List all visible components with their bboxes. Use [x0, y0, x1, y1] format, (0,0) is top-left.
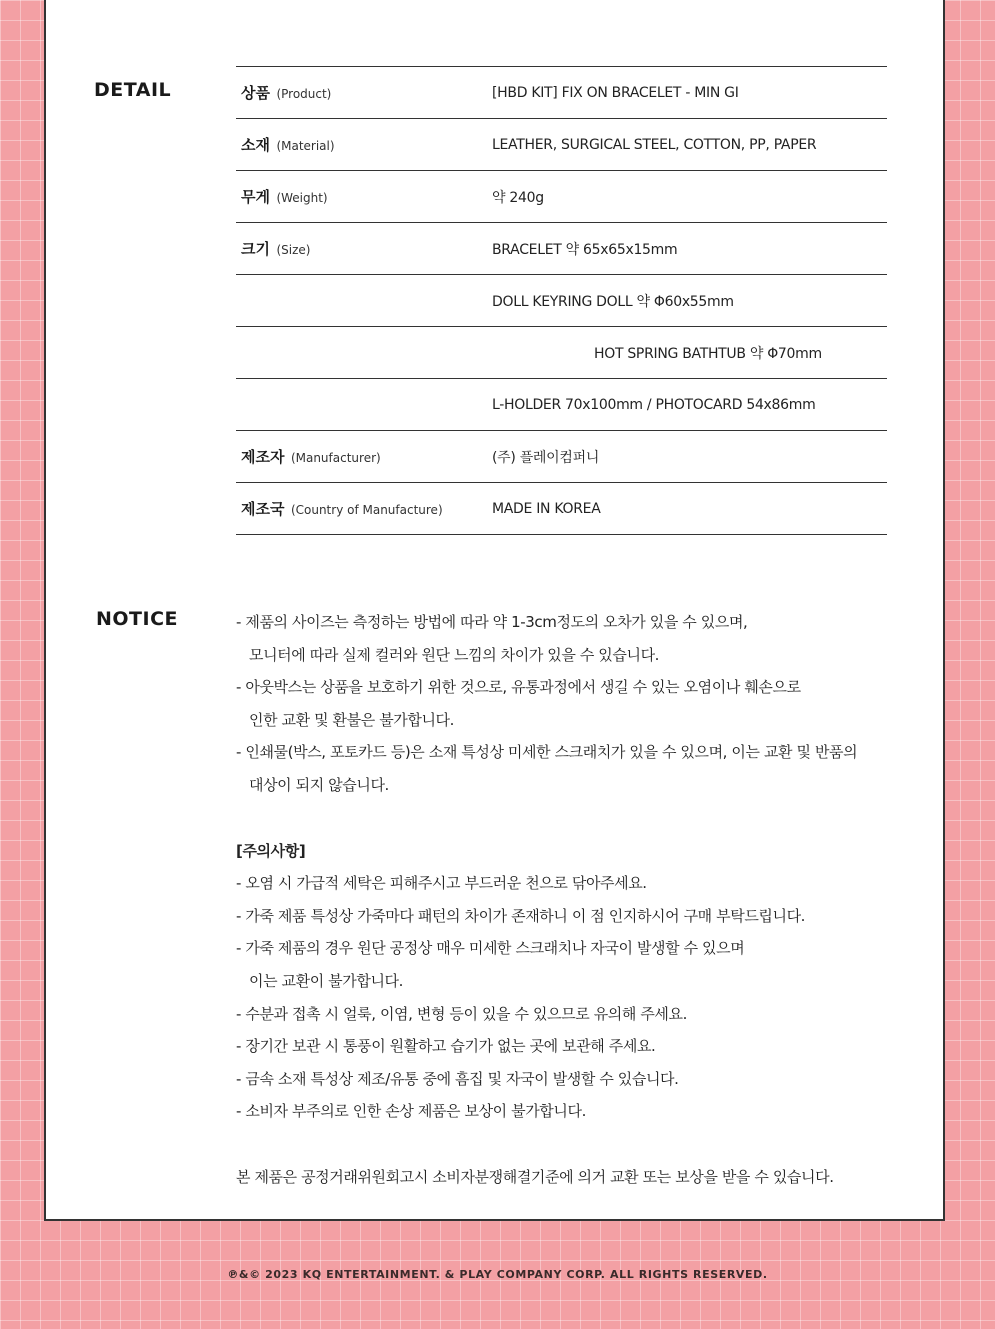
- detail-card: [44, 0, 945, 1221]
- detail-row-weight: [236, 171, 887, 223]
- notice-body: [236, 606, 896, 1194]
- detail-row-material: [236, 119, 887, 171]
- detail-value: HOT SPRING BATHTUB 약 Φ70mm: [594, 345, 822, 362]
- detail-label: 크기 (Size): [241, 240, 311, 258]
- caution-line: - 가죽 제품 특성상 가죽마다 패턴의 차이가 존재하니 이 점 인지하시어 구매 부탁드립니다.: [236, 906, 806, 925]
- notice-line: 대상이 되지 않습니다.: [249, 775, 389, 794]
- detail-value: 약 240g: [492, 189, 544, 206]
- notice-line: 인한 교환 및 환불은 불가합니다.: [249, 710, 455, 729]
- caution-line: - 오염 시 가급적 세탁은 피해주시고 부드러운 천으로 닦아주세요.: [236, 874, 647, 893]
- copyright-footer: ℗&© 2023 KQ ENTERTAINMENT. & PLAY COMPANY CORP. ALL RIGHTS RESERVED.: [227, 1268, 768, 1281]
- detail-value: (주) 플레이컴퍼니: [492, 449, 600, 466]
- closing-statement: 본 제품은 공정거래위원회고시 소비자분쟁해결기준에 의거 교환 또는 보상을 받을 수 있습니다.: [236, 1167, 834, 1186]
- detail-row-size: [236, 223, 887, 275]
- detail-heading: DETAIL: [94, 79, 172, 101]
- detail-label: 제조국 (Country of Manufacture): [241, 500, 443, 518]
- notice-line: - 인쇄물(박스, 포토카드 등)은 소재 특성상 미세한 스크래치가 있을 수 있으며, 이는 교환 및 반품의: [236, 743, 858, 762]
- caution-line: 이는 교환이 불가합니다.: [249, 971, 404, 990]
- detail-value: DOLL KEYRING DOLL 약 Φ60x55mm: [492, 293, 734, 310]
- detail-value: LEATHER, SURGICAL STEEL, COTTON, PP, PAPER: [492, 136, 817, 153]
- notice-spacer: [236, 802, 896, 835]
- notice-spacer: [236, 1128, 896, 1161]
- caution-line: - 수분과 접촉 시 얼룩, 이염, 변형 등이 있을 수 있으므로 유의해 주세요.: [236, 1004, 687, 1023]
- detail-value: BRACELET 약 65x65x15mm: [492, 241, 678, 258]
- detail-value: L-HOLDER 70x100mm / PHOTOCARD 54x86mm: [492, 396, 816, 413]
- detail-label: 제조자 (Manufacturer): [241, 448, 381, 466]
- detail-label: 소재 (Material): [241, 136, 335, 154]
- caution-line: - 장기간 보관 시 통풍이 원활하고 습기가 없는 곳에 보관해 주세요.: [236, 1037, 656, 1056]
- detail-row-product: [236, 67, 887, 119]
- detail-value: [HBD KIT] FIX ON BRACELET - MIN GI: [492, 84, 739, 101]
- detail-value: MADE IN KOREA: [492, 500, 601, 517]
- detail-row-size-keyring: [236, 275, 887, 327]
- notice-line: - 아웃박스는 상품을 보호하기 위한 것으로, 유통과정에서 생길 수 있는 오염이나 훼손으로: [236, 678, 801, 697]
- caution-heading: [주의사항]: [236, 841, 306, 860]
- detail-table: [236, 66, 887, 535]
- notice-line: - 제품의 사이즈는 측정하는 방법에 따라 약 1-3cm정도의 오차가 있을 수 있으며,: [236, 613, 748, 631]
- detail-label: 무게 (Weight): [241, 188, 328, 206]
- caution-line: - 금속 소재 특성상 제조/유통 중에 흠집 및 자국이 발생할 수 있습니다.: [236, 1069, 679, 1088]
- detail-row-size-holder: [236, 379, 887, 431]
- notice-line: 모니터에 따라 실제 컬러와 원단 느낌의 차이가 있을 수 있습니다.: [249, 645, 660, 664]
- detail-row-country: [236, 483, 887, 535]
- detail-row-manufacturer: [236, 431, 887, 483]
- detail-label: 상품 (Product): [241, 84, 332, 102]
- notice-heading: NOTICE: [96, 608, 179, 630]
- caution-line: - 가죽 제품의 경우 원단 공정상 매우 미세한 스크래치나 자국이 발생할 수 있으며: [236, 939, 745, 958]
- caution-line: - 소비자 부주의로 인한 손상 제품은 보상이 불가합니다.: [236, 1102, 586, 1121]
- detail-row-size-bathtub: [236, 327, 887, 379]
